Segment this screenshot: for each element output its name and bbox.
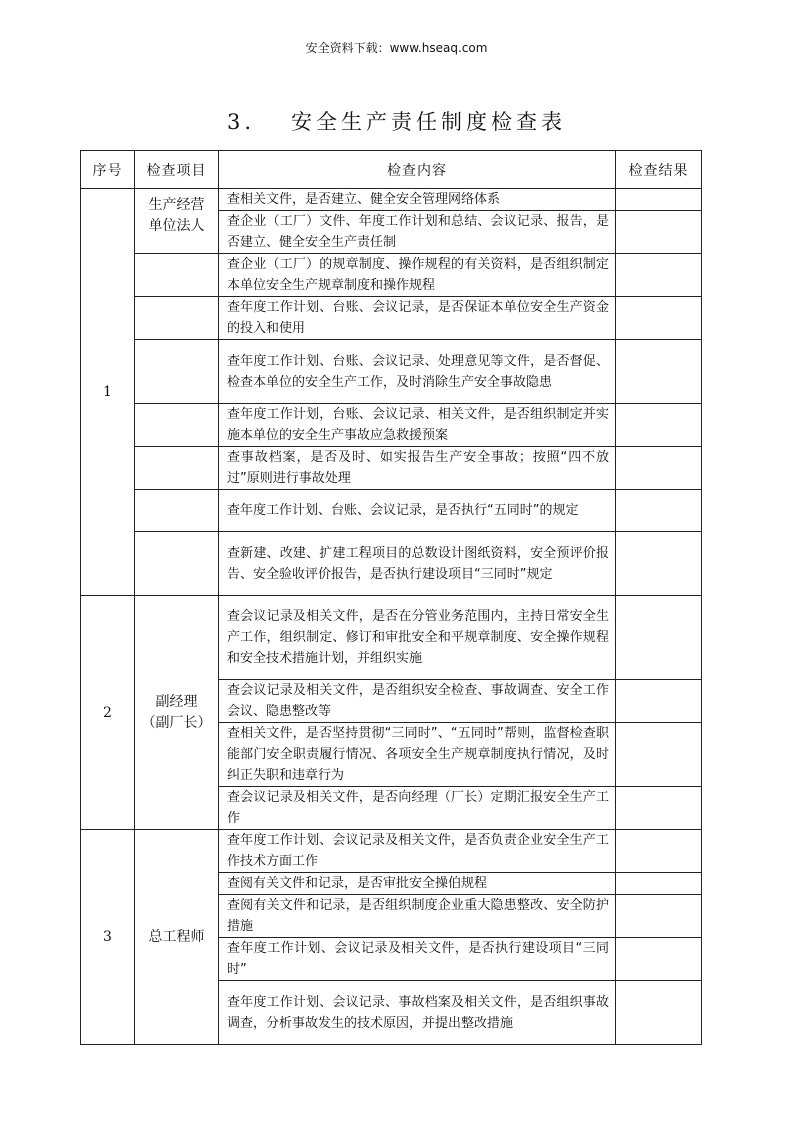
page-header: 安全资料下载：www.hseaq.com [305, 41, 488, 55]
column-header-content: 检查内容 [219, 151, 616, 189]
title-number: 3. [226, 110, 256, 134]
column-header-item: 检查项目 [135, 151, 219, 189]
content-cell: 查相关文件，是否坚持贯彻“三同时”、“五同时”帮则，监督检查职能部门安全职责履行情况、各项安全生产规章制度执行情况，及时纠正失职和违章行为 [219, 723, 616, 787]
table-row [81, 596, 702, 680]
item-cell [135, 297, 219, 340]
content-cell: 查会议记录及相关文件，是否向经理（厂长）定期汇报安全生产工作 [219, 787, 616, 830]
content-cell: 查年度工作计划、台账、会议记录，是否执行“五同时”的规定 [219, 490, 616, 532]
column-header-seq: 序号 [81, 151, 135, 189]
content-cell: 查相关文件，是否建立、健全安全管理网络体系 [219, 189, 616, 211]
column-header-result: 检查结果 [616, 151, 702, 189]
seq-cell: 1 [81, 189, 135, 596]
item-cell [135, 490, 219, 532]
item-cell [135, 189, 219, 254]
item-cell [135, 532, 219, 596]
item-label-line: 单位法人 [148, 218, 205, 234]
title-text: 安全生产责任制度检查表 [291, 110, 567, 134]
item-label-line: 副经理 [155, 693, 198, 710]
content-cell: 查年度工作计划、会议记录、事故档案及相关文件，是否组织事故调查，分析事故发生的技术原因，并提出整改措施 [219, 981, 616, 1045]
content-cell: 查年度工作计划、台账、会议记录、处理意见等文件，是否督促、检查本单位的安全生产工作，及时消除生产安全事故隐患 [219, 340, 616, 404]
check-table [80, 150, 702, 1045]
result-cell[interactable] [616, 938, 702, 981]
content-cell: 查会议记录及相关文件，是否组织安全检查、事故调查、安全工作会议、隐患整改等 [219, 680, 616, 723]
result-cell[interactable] [616, 404, 702, 447]
content-cell: 查年度工作计划、会议记录及相关文件，是否负责企业安全生产工作技术方面工作 [219, 830, 616, 873]
result-cell[interactable] [616, 490, 702, 532]
table-row [81, 490, 702, 532]
table-row [81, 404, 702, 447]
content-cell: 查会议记录及相关文件，是否在分管业务范围内，主持日常安全生产工作，组织制定、修订和审批安全和平规章制度、安全操作规程和安全技术措施计划，并组织实施 [219, 596, 616, 680]
content-cell: 查企业（工厂）的规章制度、操作规程的有关资料，是否组织制定本单位安全生产规章制度和操作规程 [219, 254, 616, 297]
result-cell[interactable] [616, 596, 702, 680]
seq-cell: 2 [81, 596, 135, 830]
table-row [81, 447, 702, 490]
table-row [81, 340, 702, 404]
table-row [81, 297, 702, 340]
result-cell[interactable] [616, 340, 702, 404]
item-cell [135, 254, 219, 297]
table-header-row [81, 151, 702, 189]
content-cell: 查阅有关文件和记录，是否组织制度企业重大隐患整改、安全防护措施 [219, 895, 616, 938]
item-label-line: （副厂长） [141, 714, 212, 731]
result-cell[interactable] [616, 873, 702, 895]
item-label-line: 总工程师 [148, 928, 205, 945]
result-cell[interactable] [616, 723, 702, 787]
item-cell [135, 447, 219, 490]
result-cell[interactable] [616, 981, 702, 1045]
content-cell: 查阅有关文件和记录，是否审批安全操伯规程 [219, 873, 616, 895]
result-cell[interactable] [616, 680, 702, 723]
item-cell [135, 404, 219, 447]
table-row [81, 254, 702, 297]
content-cell: 查年度工作计划，台账、会议记录、相关文件，是否组织制定并实施本单位的安全生产事故应急救援预案 [219, 404, 616, 447]
result-cell[interactable] [616, 532, 702, 596]
seq-cell: 3 [81, 830, 135, 1045]
page-title [0, 106, 793, 136]
result-cell[interactable] [616, 895, 702, 938]
content-cell: 查年度工作计划、会议记录及相关文件，是否执行建设项目“三同时” [219, 938, 616, 981]
item-cell [135, 830, 219, 1045]
table-row [81, 830, 702, 873]
result-cell[interactable] [616, 189, 702, 211]
result-cell[interactable] [616, 211, 702, 254]
item-label-line: 生产经营 [148, 197, 205, 213]
result-cell[interactable] [616, 297, 702, 340]
content-cell: 查新建、改建、扩建工程项目的总数设计图纸资料，安全预评价报告、安全验收评价报告，是否执行建设项目“三同时”规定 [219, 532, 616, 596]
result-cell[interactable] [616, 787, 702, 830]
item-cell [135, 596, 219, 830]
content-cell: 查年度工作计划、台账、会议记录，是否保证本单位安全生产资金的投入和使用 [219, 297, 616, 340]
result-cell[interactable] [616, 447, 702, 490]
result-cell[interactable] [616, 830, 702, 873]
content-cell: 查企业（工厂）文件、年度工作计划和总结、会议记录、报告，是否建立、健全安全生产责任制 [219, 211, 616, 254]
content-cell: 查事故档案，是否及时、如实报告生产安全事故；按照“四不放过”原则进行事故处理 [219, 447, 616, 490]
result-cell[interactable] [616, 254, 702, 297]
table-row [81, 532, 702, 596]
table-row [81, 189, 702, 211]
item-cell [135, 340, 219, 404]
